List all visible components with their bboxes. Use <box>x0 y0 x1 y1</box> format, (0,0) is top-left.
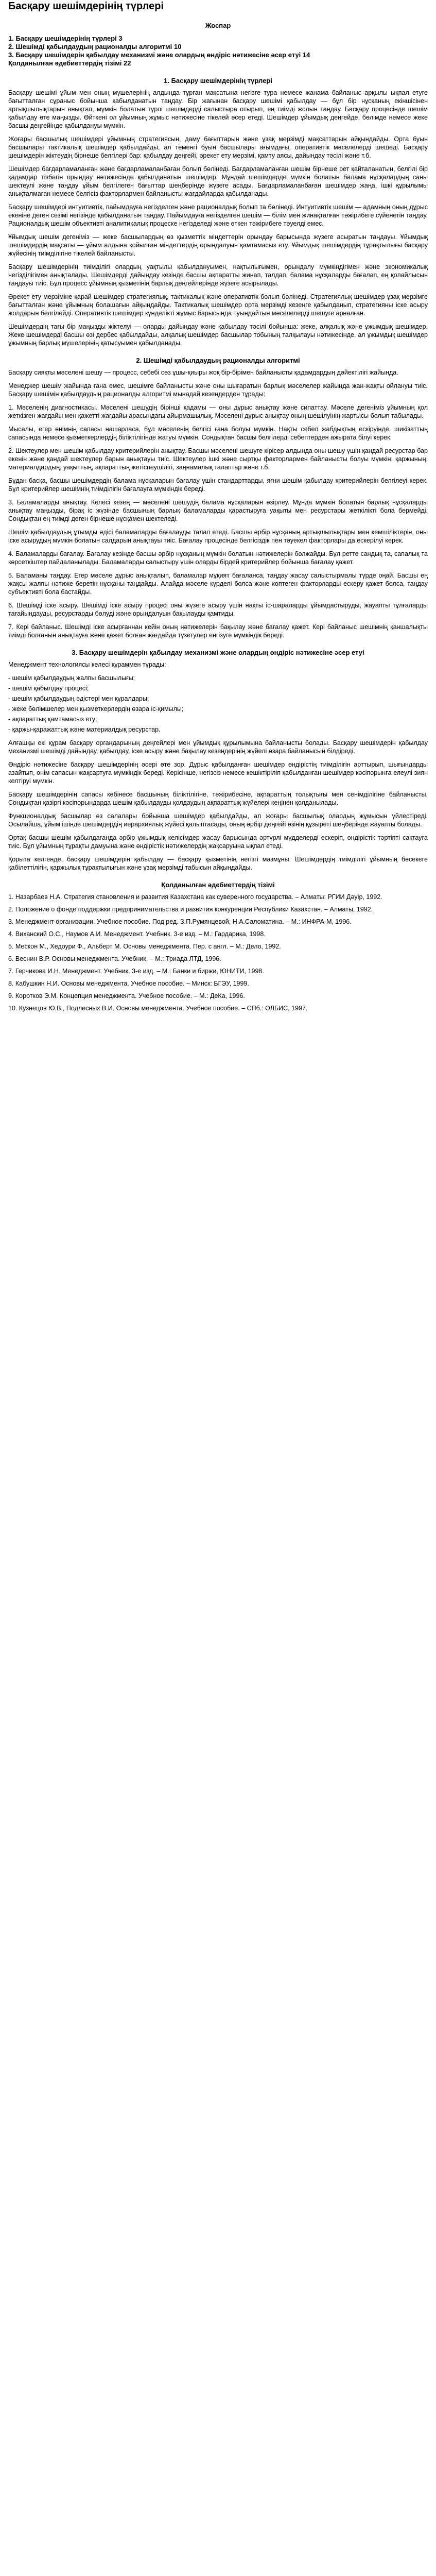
list-item: - ақпараттық қамтамасыз ету; <box>8 716 97 723</box>
document-title: Басқару шешімдерінің түрлері <box>8 1 164 12</box>
section-2 <box>8 357 428 639</box>
list-item: - шешім қабылдау процесі; <box>8 685 89 692</box>
toc-heading: Жоспар <box>205 22 231 29</box>
reference-item: 1. Назарбаев Н.А. Стратегия становления и развития Казахстана как суверенного государства. – Алматы: РГИИ Дәуір, 1992. <box>8 893 382 901</box>
paragraph: Бұдан басқа, басшы шешімдердің балама нұсқаларын бағалау үшін стандарттарды, яғни шешім қабылдау критерийлерін белгілеуі керек. Бұл критерийлер шешімнің тиімділігін бағалауға мүмкіндік береді. <box>8 477 428 493</box>
reference-item: 3. Менеджмент организации. Учебное пособие. Под ред. З.П.Румянцевой, Н.А.Саломатина. – М.: ИНФРА-М, 1996. <box>8 918 352 925</box>
paragraph: Басқару шешімдерінің сапасы көбінесе басшының біліктілігіне, тәжірибесіне, ақпараттың толықтығы мен сенімділігіне байланысты. Сондықтан қазіргі кәсіпорындарда шешім қабылдауды қолдаудың ақпараттық жүйелері кеңінен қолданылады. <box>8 791 428 806</box>
reference-item: 7. Герчикова И.Н. Менеджмент. Учебник. 3-е изд. – М.: Банки и биржи, ЮНИТИ, 1998. <box>8 968 264 975</box>
reference-item: 6. Веснин В.Р. Основы менеджмента. Учебник. – М.: Триада ЛТД, 1996. <box>8 955 221 962</box>
paragraph: Жоғары басшылық шешімдері ұйымның стратегиясын, даму бағыттарын және ұзақ мерзімді мақсаттарын айқындайды. Орта буын басшылары тактикалық шешімдер қабылдайды, ал төменгі буын басшылары ағымдағы, оперативтік мәселелерді шешеді. Басқару шешімдерін жіктеудің бірнеше белгілері бар: қабылдау деңгейі, әрекет ету мерзімі, қамту аясы, дайындау тәсілі және т.б. <box>8 135 428 159</box>
paragraph: 2. Шектеулер мен шешім қабылдау критерийлерін анықтау. Басшы мәселені шешуге кірісер алдында оны шешу үшін қандай ресурстар бар екенін және қандай шектеулер барын анықтауы тиіс. Шектеулер ішкі және сыртқы факторлармен байланысты болуы мүмкін: қаржының, материалдардың, уақыттың, ақпараттың жетіспеушілігі, заңнамалық талаптар және т.б. <box>8 447 428 471</box>
paragraph: Әрекет ету мерзіміне қарай шешімдер стратегиялық, тактикалық және оперативтік болып бөлінеді. Стратегиялық шешімдер ұзақ мерзімге бағытталған және ұйымның болашағын айқындайды. Тактикалық шешімдер орта мерзімді кезеңге қабылданып, стратегияны іске асыру жолдарын белгілейді. Оперативтік шешімдер күнделікті жұмыс барысында туындайтын мәселелерді шешуге арналған. <box>8 293 428 317</box>
references-list <box>8 893 428 1012</box>
references-section <box>8 881 428 1012</box>
paragraph: Мысалы, егер өнімнің сапасы нашарласа, бұл мәселенің белгісі ғана болуы мүмкін. Нақты себеп жабдықтың ескіруінде, шикізаттың сапасында немесе қызметкерлердің біліктілігінде жатуы мүмкін. Сондықтан басшы белгілерді себептерден ажырата білуі керек. <box>8 426 428 441</box>
paragraph: Менеджер шешім жайында ғана емес, шешімге байланысты және оны шығаратын барлық мәселелер жайында жан-жақты ойлануы тиіс. Басқару шешімін қабылдаудың рационалды алгоритмі мынадай кезеңдерден тұрады: <box>8 382 428 398</box>
paragraph: Басқару шешімдері интуитивтік, пайымдауға негізделген және рационалдық болып та бөлінеді. Интуитивтік шешім — адамның оның дұрыс екеніне деген сезімі негізінде қабылданатын таңдау. Пайымдауға негізделген шешім — білім мен жинақталған тәжірибеге сүйенетін таңдау. Рационалдық шешім объективті аналитикалық процеске негізделеді және өткен тәжірибеге тәуелді емес. <box>8 204 428 227</box>
reference-item: 5. Мескон М., Хедоури Ф., Альберт М. Основы менеджмента. Пер. с англ. – М.: Дело, 1992. <box>8 943 281 950</box>
paragraph: 1. Мәселенің диагностикасы. Мәселені шешудің бірінші қадамы — оны дұрыс анықтау және сипаттау. Мәселе дегеніміз ұйымның қол жеткізген жағдайы мен қажетті жағдайы арасындағы айырмашылық. Мәселені дұрыс анықтау оның шешілуінің жартысы болып табылады. <box>8 404 428 419</box>
bullet-list <box>8 674 428 734</box>
list-item: - жеке бөлімшелер мен қызметкерлердің өзара іс-қимылы; <box>8 705 184 713</box>
paragraph: Ортақ басшы шешім қабылдағанда әрбір ұжымдық келісімдер жасау барысында әртүрлі мүдделерді ескеріп, өндірістік тәртіпті сақтауға тиіс. Бұл ұйымның тұрақты дамуына және өндірістік нәтижелердің жақсаруына ықпал етеді. <box>8 834 428 850</box>
toc-item: Қолданылған әдебиеттердің тізімі 22 <box>8 59 131 67</box>
paragraph: 4. Баламаларды бағалау. Бағалау кезінде басшы әрбір нұсқаның мүмкін болатын нәтижелерін болжайды. Бұл ретте сандық та, сапалық та көрсеткіштер пайдаланылады. Баламаларды салыстыру үшін оларды бірдей критерийлер бойынша бағалау қажет. <box>8 550 428 566</box>
paragraph: Басқару сияқты мәселені шешу — процесс, себебі сөз ұшы-қиыры жоқ бір-бірімен байланысты қадамдардың дәйектілігі жайында. <box>8 369 398 376</box>
paragraph: 5. Баламаны таңдау. Егер мәселе дұрыс анықталып, баламалар мұқият бағаланса, таңдау жасау салыстырмалы түрде оңай. Басшы ең жақсы жалпы нәтиже беретін нұсқаны таңдайды. Алайда мәселе күрделі болса және көптеген факторларды ескеру қажет болса, таңдау субъективті бола бастайды. <box>8 572 428 596</box>
paragraph: Қорыта келгенде, басқару шешімдерін қабылдау — басқару қызметінің негізгі мазмұны. Шешімдердің тиімділігі ұйымның бәсекеге қабілеттілігін, қаржылық тұрақтылығын және ұзақ мерзімді табысын айқындайды. <box>8 856 428 871</box>
paragraph: 3. Баламаларды анықтау. Келесі кезең — мәселені шешудің балама нұсқаларын әзірлеу. Мұнда мүмкін болатын барлық нұсқаларды анықтау маңызды, бірақ іс жүзінде басшының барлық баламаларды қарастыруға уақыты мен ресурстары жеткілікті бола бермейді. Сондықтан ең тиімді деген бірнеше нұсқамен шектеледі. <box>8 499 428 522</box>
paragraph: Шешім қабылдаудың ұтымды әдісі баламаларды бағалауды талап етеді. Басшы әрбір нұсқаның артықшылықтары мен кемшіліктерін, оны іске асырудың мүмкін болатын салдарын анықтауы тиіс. Бағалау процесінде белгісіздік пен тәуекел факторлары да ескерілуі керек. <box>8 529 428 544</box>
section-1 <box>8 77 428 347</box>
toc-item: 2. Шешімді қабылдаудың рационалды алгоритмі 10 <box>8 43 182 50</box>
paragraph: 7. Кері байланыс. Шешімді іске асырғаннан кейін оның нәтижелерін бақылау және бағалау қажет. Кері байланыс шешімнің қаншалықты тиімді болғанын анықтауға және қажет болған жағдайда түзетулер енгізуге мүмкіндік береді. <box>8 623 428 639</box>
list-item: - қаржы-қаражаттық және материалдық ресурстар. <box>8 726 161 733</box>
paragraph: Шешімдердің тағы бір маңызды жіктелуі — оларды дайындау және қабылдау тәсілі бойынша: жеке, алқалық және ұжымдық шешімдер. Жеке шешімдерді басшы өзі дербес қабылдайды, алқалық шешімдер басшылар тобының талқылауы нәтижесінде, ал ұжымдық шешімдер ұжымның барлық мүшелерінің қатысуымен қабылданады. <box>8 323 428 347</box>
reference-item: 2. Положение о фонде поддержки предпринимательства и развития конкуренции Республики Казахстан. – Алматы, 1992. <box>8 906 373 913</box>
section-heading: 2. Шешімді қабылдаудың рационалды алгоритмі <box>136 357 300 364</box>
paragraph: Басқару шешімдерінің тиімділігі олардың уақтылы қабылдануымен, нақтылығымен, орындалу мүмкіндігімен және экономикалық негізділігімен анықталады. Шешімдерді дайындау кезінде басшы ақпаратты жинап, талдап, балама нұсқаларды бағалап, ең қолайлысын таңдауы тиіс. Бұл процесс ұйымның қызметінің барлық деңгейлерінде жүзеге асырылады. <box>8 263 428 287</box>
paragraph: Ұйымдық шешім дегеніміз — жеке басшылардың өз қызметтік міндеттерін орындау барысында жүзеге асыратын таңдауы. Ұйымдық шешімдердің мақсаты — ұйым алдына қойылған міндеттердің орындалуын қамтамасыз ету. Ұйымдық шешімдердің тұрақтылығы басқару жүйесінің тиімділігіне тікелей байланысты. <box>8 233 428 257</box>
section-heading: 3. Басқару шешімдерін қабылдау механизмі және олардың өндіріс нәтижесіне әсер етуі <box>72 649 364 656</box>
section-3 <box>8 649 428 872</box>
toc-item: 3. Басқару шешімдерін қабылдау механизмі және олардың өндіріс нәтижесіне әсер етуі 14 <box>8 51 310 59</box>
list-item: - шешім қабылдаудың әдістері мен құралдары; <box>8 695 149 702</box>
paragraph: Алғашқы екі құрам басқару органдарының деңгейлері мен ұйымдық құрылымына байланысты болады. Басқару шешімдерін қабылдау механизмі шешімді дайындау, қабылдау, іске асыру және бақылау кезеңдерінің жүйелі өзара байланысын білдіреді. <box>8 739 428 755</box>
paragraph: Өндіріс нәтижесіне басқару шешімдерінің әсері өте зор. Дұрыс қабылданған шешімдер өндірістің тиімділігін арттырып, шығындарды азайтып, өнім сапасын жақсартуға мүмкіндік береді. Керісінше, негізсіз немесе кешіктіріліп қабылданған шешімдер кәсіпорынға елеулі зиян келтіруі мүмкін. <box>8 761 428 785</box>
paragraph: Менеджмент технологиясы келесі құраммен тұрады: <box>8 661 166 668</box>
list-item: - шешім қабылдаудың жалпы басшылығы; <box>8 674 135 682</box>
toc-item: 1. Басқару шешімдерінің түрлері 3 <box>8 35 123 42</box>
table-of-contents <box>8 22 428 67</box>
paragraph: 6. Шешімді іске асыру. Шешімді іске асыру процесі оны жүзеге асыру үшін нақты іс-шараларды ұйымдастыруды, жауапты тұлғаларды тағайындауды, ресурстарды бөлуді және орындалуын бақылауды қамтиды. <box>8 602 428 617</box>
reference-item: 8. Кабушкин Н.И. Основы менеджмента. Учебное пособие. – Минск: БГЭУ, 1999. <box>8 980 249 987</box>
paragraph: Функционалдық басшылар өз салалары бойынша шешімдер қабылдайды, ал жоғары басшылық олардың жұмысын үйлестіреді. Осылайша, ұйым ішінде шешімдердің иерархиялық жүйесі қалыптасады, оның әрбір деңгейі өзінің құзыреті шеңберінде жауапты болады. <box>8 812 428 828</box>
document-page <box>0 0 436 1012</box>
section-heading: 1. Басқару шешімдерінің түрлері <box>164 77 272 84</box>
paragraph: Шешімдер бағдарламаланған және бағдарламаланбаған болып бөлінеді. Бағдарламаланған шешім бірнеше рет қайталанатын, белгілі бір қадамдар тізбегін орындау нәтижесінде қабылданатын шешімдер. Мұндай шешімдерде мүмкін болатын балама нұсқалардың саны шектеулі және таңдау ұйым белгілеген бағыттар шеңберінде жүзеге асады. Бағдарламаланбаған шешімдер жаңа, ішкі құрылымы анықталмаған немесе белгісіз факторлармен байланысты жағдайларда қабылданады. <box>8 165 428 197</box>
references-heading: Қолданылған әдебиеттердің тізімі <box>161 881 275 889</box>
reference-item: 4. Виханский О.С., Наумов А.И. Менеджмент. Учебник. 3-е изд. – М.: Гардарика, 1998. <box>8 930 266 938</box>
reference-item: 9. Коротков Э.М. Концепция менеджмента. Учебное пособие. – М.: ДеКа, 1996. <box>8 992 245 999</box>
reference-item: 10. Кузнецов Ю.В., Подлесных В.И. Основы менеджмента. Учебное пособие. – СПб.: ОЛБИС, 1997. <box>8 1005 308 1012</box>
paragraph: Басқару шешімі ұйым мен оның мүшелерінің алдында тұрған мақсатына негізге тура немесе жанама байланыс арқылы ықпал етуге бағытталған сұраныс бойынша қабылданатын таңдау. Бір жағынан басқару шешімі қабылдау — бұл бір нұсқаның екіншісінен артықшылықтарын анықтап, мүмкін болатын түрлі шешімдерді салыстыра отырып, ең тиімді жолын таңдау. Басқару процесінде шешім қабылдау өте маңызды. Өйткені ол ұйымның жұмыс нәтижесіне тікелей әсер етеді. Шешімдер ұйымдық деңгейде, бөлімде немесе жеке басшы деңгейінде қабылдануы мүмкін. <box>8 89 428 129</box>
